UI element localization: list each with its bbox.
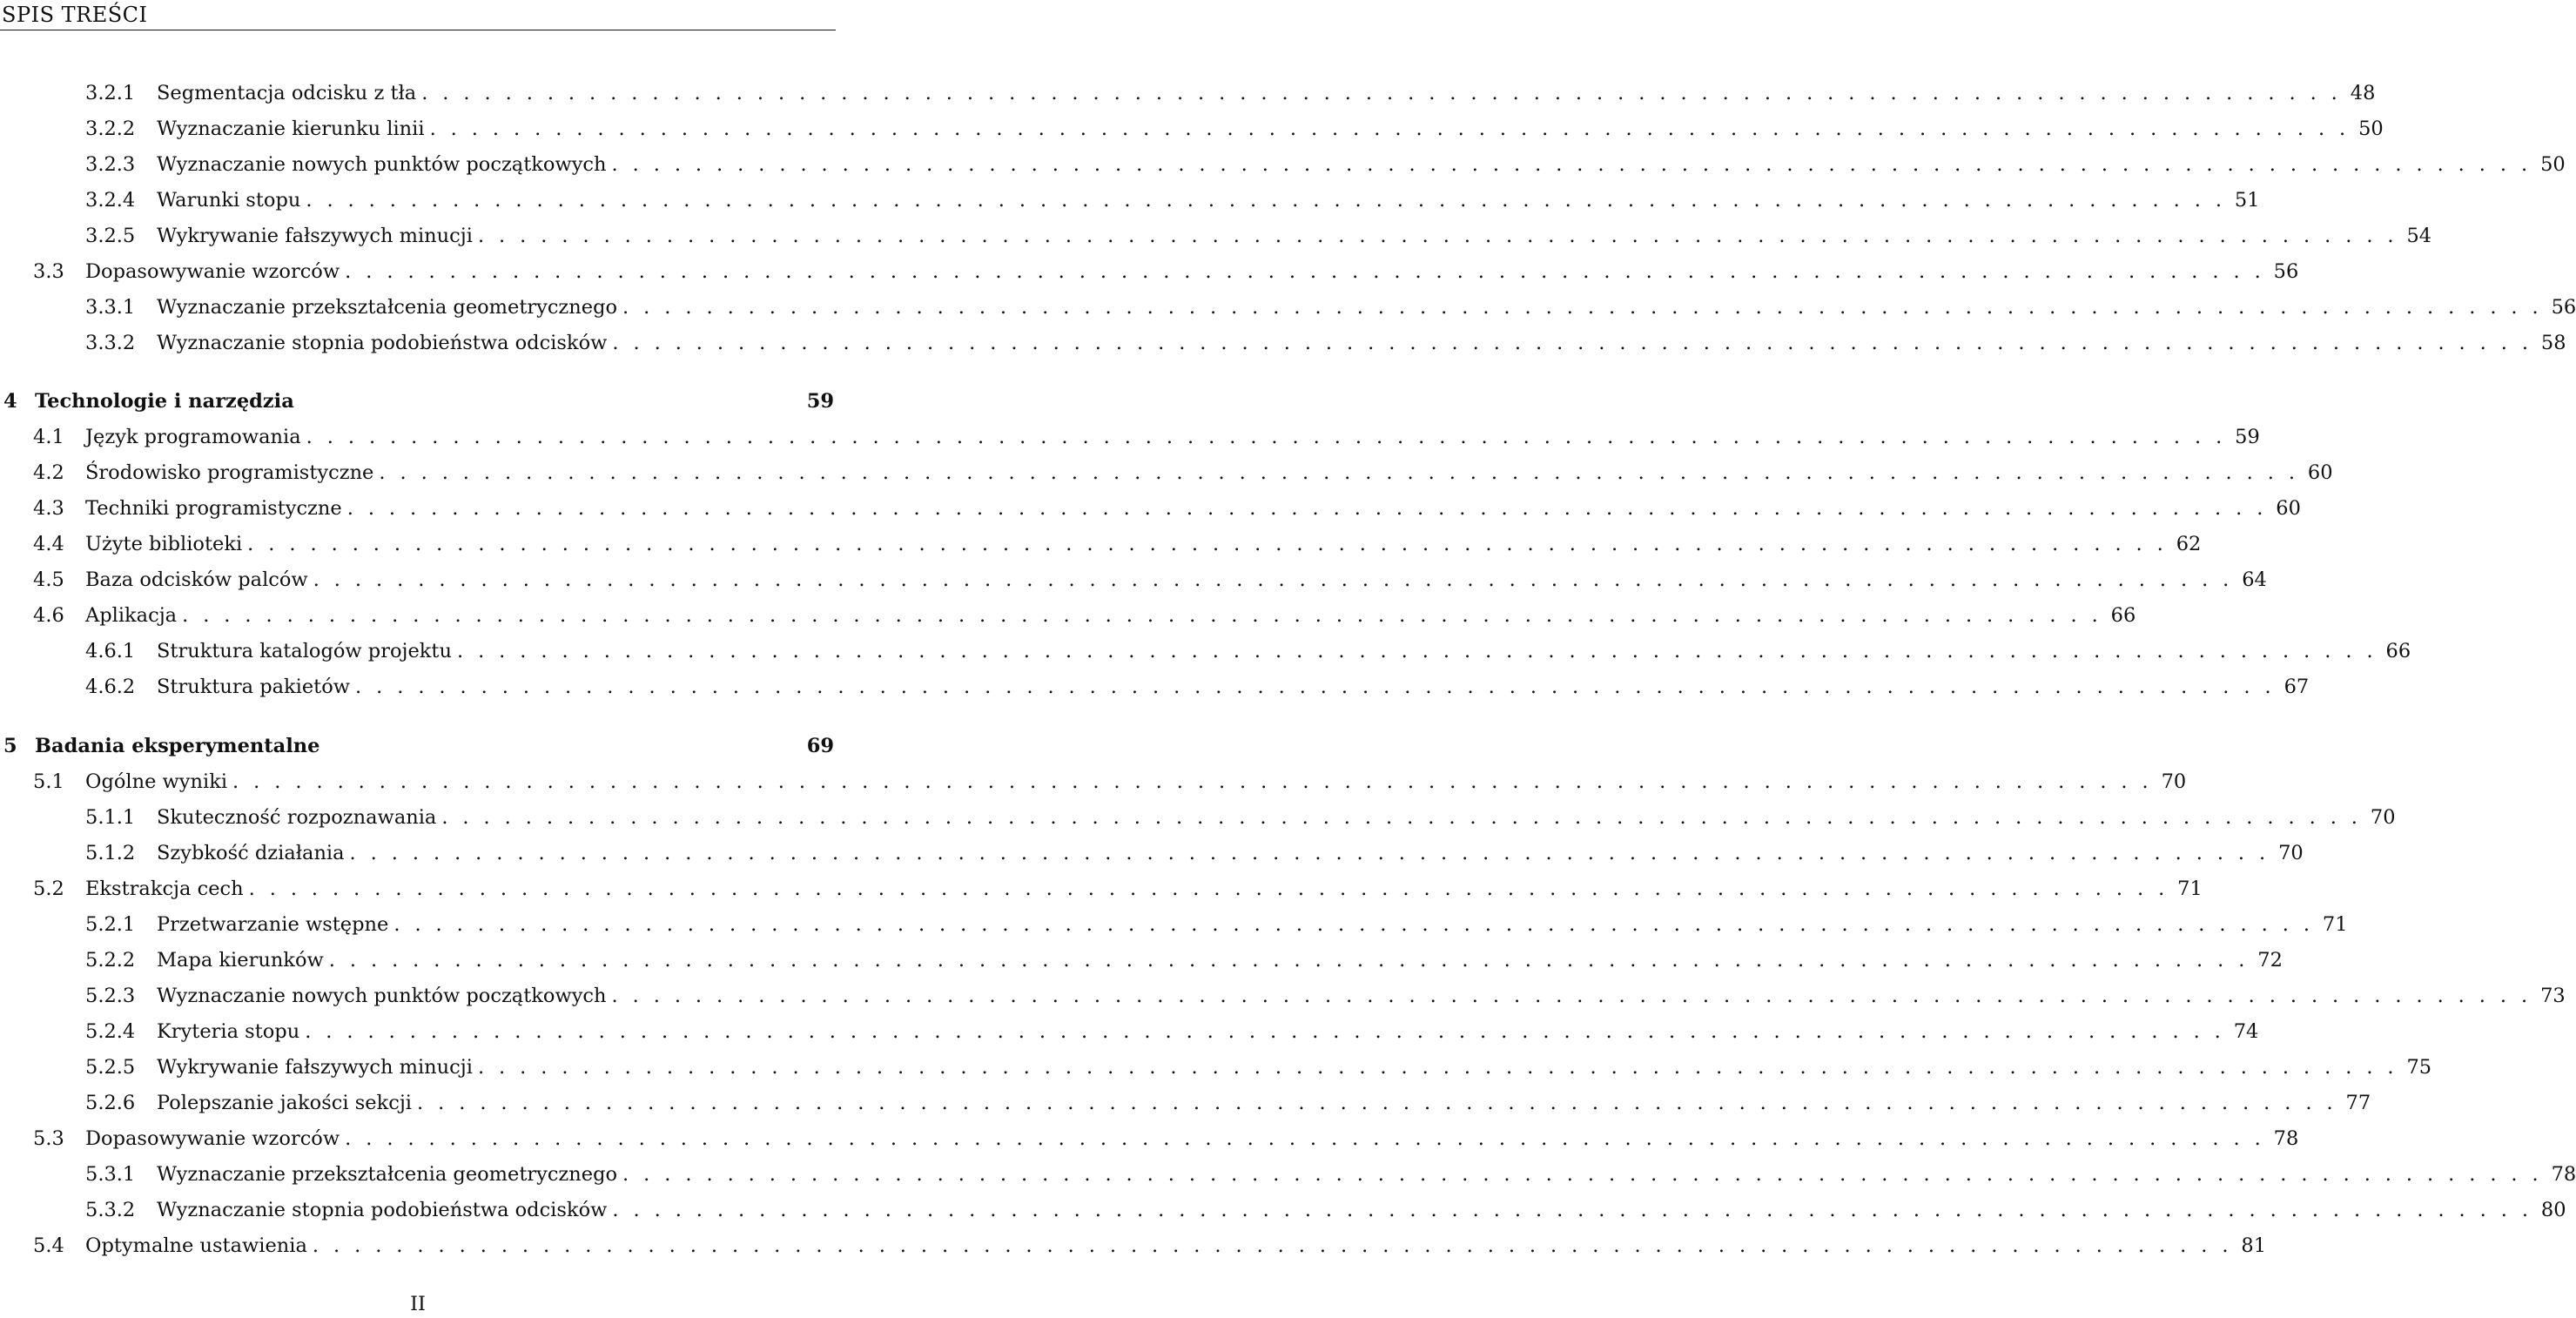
- toc-entry-title: Wyznaczanie przekształcenia geometrycznego: [157, 296, 618, 319]
- toc-entry-title: Optymalne ustawienia: [85, 1234, 307, 1257]
- toc-entry[interactable]: [33, 494, 2301, 522]
- toc-entry[interactable]: [85, 222, 2432, 250]
- toc-entry-page: 77: [2345, 1092, 2371, 1114]
- toc-entry-title: Kryteria stopu: [157, 1020, 300, 1043]
- toc-entry[interactable]: [85, 911, 2348, 938]
- toc-entry-page: 54: [2406, 225, 2432, 247]
- toc-entry-number: 4.6: [33, 604, 64, 627]
- toc-dot-leader: [607, 329, 2541, 357]
- toc-entry-page: 72: [2257, 949, 2283, 972]
- toc-entry[interactable]: [85, 1053, 2432, 1081]
- toc-entry[interactable]: [85, 1196, 2566, 1224]
- toc-entry-title: Mapa kierunków: [157, 949, 324, 972]
- toc-entry-number: 5.1.2: [85, 842, 136, 864]
- toc-entry-page: 51: [2234, 189, 2260, 212]
- page-number: II: [410, 1293, 426, 1315]
- toc-entry-title: Ogólne wyniki: [85, 770, 228, 793]
- toc-entry-title: Baza odcisków palców: [85, 568, 308, 591]
- toc-entry[interactable]: [33, 459, 2333, 487]
- toc-entry-page: 73: [2540, 985, 2566, 1007]
- toc-dot-leader: [299, 1018, 2234, 1046]
- toc-entry-number: 5.2.4: [85, 1020, 136, 1043]
- toc-dot-leader: [617, 293, 2552, 321]
- toc-dot-leader: [388, 911, 2323, 938]
- toc-entry-number: 5.1: [33, 770, 64, 793]
- toc-entry-title: Techniki programistyczne: [85, 497, 342, 520]
- toc-entry-title: Środowisko programistyczne: [85, 461, 374, 484]
- toc-entry-page: 80: [2540, 1199, 2566, 1221]
- toc-entry-title: Polepszanie jakości sekcji: [157, 1092, 412, 1114]
- toc-entry-number: 5.3.2: [85, 1199, 136, 1221]
- toc-entry-title: Struktura katalogów projektu: [157, 640, 452, 662]
- toc-entry-page: 74: [2233, 1020, 2259, 1043]
- toc-entry-number: 3.2.1: [85, 82, 136, 104]
- toc-dot-leader: [177, 602, 2111, 629]
- toc-entry-title: Użyte biblioteki: [85, 533, 243, 555]
- toc-entry-page: 75: [2406, 1056, 2432, 1079]
- toc-dot-leader: [607, 1196, 2541, 1224]
- toc-entry-page: 58: [2540, 332, 2566, 354]
- toc-entry-number: 5: [3, 735, 17, 757]
- toc-entry[interactable]: [85, 186, 2260, 214]
- toc-entry-title: Dopasowywanie wzorców: [85, 1127, 340, 1150]
- toc-dot-leader: [473, 1053, 2407, 1081]
- toc-entry[interactable]: [33, 423, 2260, 451]
- toc-dot-leader: [452, 637, 2386, 665]
- toc-entry-page: 78: [2551, 1163, 2576, 1186]
- toc-entry[interactable]: [85, 804, 2396, 831]
- toc-entry-number: 4.6.1: [85, 640, 136, 662]
- toc-entry[interactable]: [85, 946, 2283, 974]
- toc-dot-leader: [416, 79, 2351, 107]
- toc-entry-number: 5.2.2: [85, 949, 136, 972]
- toc-entry-number: 3.3.1: [85, 296, 136, 319]
- toc-entry[interactable]: [85, 673, 2310, 701]
- toc-entry-title: Struktura pakietów: [157, 676, 351, 698]
- toc-entry-title: Skuteczność rozpoznawania: [157, 806, 437, 829]
- toc-entry-title: Wyznaczanie kierunku linii: [157, 118, 425, 140]
- toc-entry-number: 5.2.3: [85, 985, 136, 1007]
- toc-entry-number: 3.3: [33, 260, 64, 283]
- toc-entry[interactable]: [33, 875, 2203, 903]
- toc-entry-title: Wyznaczanie nowych punktów początkowych: [157, 153, 607, 176]
- toc-entry[interactable]: [85, 79, 2376, 107]
- toc-entry-title: Dopasowywanie wzorców: [85, 260, 340, 283]
- toc-entry-title: Segmentacja odcisku z tła: [157, 82, 417, 104]
- toc-entry-page: 59: [2235, 426, 2260, 448]
- toc-entry-page: 69: [806, 735, 834, 757]
- toc-entry[interactable]: [33, 768, 2187, 796]
- toc-entry-number: 4: [3, 390, 17, 413]
- toc-dot-leader: [607, 151, 2541, 178]
- toc-dot-leader: [340, 258, 2274, 286]
- toc-entry-title: Technologie i narzędzia: [35, 390, 294, 413]
- toc-entry[interactable]: [85, 1160, 2576, 1188]
- toc-entry-page: 66: [2385, 640, 2411, 662]
- toc-entry[interactable]: [3, 387, 834, 415]
- toc-dot-leader: [350, 673, 2284, 701]
- toc-dot-leader: [425, 115, 2359, 143]
- toc-dot-leader: [373, 459, 2308, 487]
- toc-entry-number: 5.3.1: [85, 1163, 136, 1186]
- toc-entry-page: 48: [2350, 82, 2376, 104]
- toc-entry-page: 60: [2276, 497, 2301, 520]
- toc-entry-page: 70: [2161, 770, 2187, 793]
- toc-entry-number: 5.2: [33, 878, 64, 900]
- toc-entry-page: 70: [2278, 842, 2304, 864]
- toc-dot-leader: [412, 1089, 2346, 1117]
- toc-entry-page: 56: [2273, 260, 2299, 283]
- toc-entry-page: 62: [2176, 533, 2202, 555]
- toc-entry-title: Wyznaczanie stopnia podobieństwa odcisków: [157, 1199, 608, 1221]
- toc-entry[interactable]: [33, 602, 2136, 629]
- toc-entry[interactable]: [3, 732, 834, 760]
- toc-entry-number: 5.4: [33, 1234, 64, 1257]
- toc-entry[interactable]: [33, 1125, 2299, 1153]
- toc-entry-number: 3.3.2: [85, 332, 136, 354]
- toc-entry-title: Badania eksperymentalne: [35, 735, 320, 757]
- toc-entry-page: 50: [2358, 118, 2384, 140]
- toc-entry-number: 4.5: [33, 568, 64, 591]
- toc-entry-title: Ekstrakcja cech: [85, 878, 244, 900]
- toc-dot-leader: [473, 222, 2407, 250]
- toc-entry-number: 4.4: [33, 533, 64, 555]
- toc-entry-number: 3.2.3: [85, 153, 136, 176]
- toc-dot-leader: [607, 982, 2541, 1010]
- toc-entry-title: Przetwarzanie wstępne: [157, 913, 389, 936]
- toc-entry-page: 59: [806, 390, 834, 413]
- toc-entry-number: 3.2.4: [85, 189, 136, 212]
- toc-entry-title: Wykrywanie fałszywych minucji: [157, 1056, 473, 1079]
- toc-entry[interactable]: [85, 115, 2384, 143]
- toc-dot-leader: [436, 804, 2371, 831]
- toc-entry[interactable]: [85, 1089, 2371, 1117]
- toc-entry[interactable]: [85, 982, 2566, 1010]
- toc-entry-page: 56: [2551, 296, 2576, 319]
- toc-entry-page: 64: [2242, 568, 2267, 591]
- toc-entry[interactable]: [33, 530, 2202, 558]
- toc-entry[interactable]: [85, 151, 2566, 178]
- toc-entry-page: 81: [2241, 1234, 2267, 1257]
- toc-entry-page: 66: [2110, 604, 2136, 627]
- toc-entry-page: 78: [2273, 1127, 2299, 1150]
- toc-entry[interactable]: [85, 329, 2566, 357]
- toc-dot-leader: [301, 423, 2236, 451]
- toc-entry-number: 5.2.6: [85, 1092, 136, 1114]
- toc-entry-page: 70: [2370, 806, 2396, 829]
- toc-entry-title: Szybkość działania: [157, 842, 345, 864]
- toc-entry-title: Wyznaczanie nowych punktów początkowych: [157, 985, 607, 1007]
- toc-entry-number: 5.2.1: [85, 913, 136, 936]
- toc-entry-number: 5.3: [33, 1127, 64, 1150]
- toc-entry-number: 3.2.2: [85, 118, 136, 140]
- toc-entry-title: Wyznaczanie stopnia podobieństwa odcisków: [157, 332, 608, 354]
- toc-entry-title: Wyznaczanie przekształcenia geometrycznego: [157, 1163, 618, 1186]
- toc-entry-number: 4.1: [33, 426, 64, 448]
- toc-entry[interactable]: [85, 1018, 2259, 1046]
- toc-dot-leader: [244, 875, 2178, 903]
- toc-entry[interactable]: [33, 258, 2299, 286]
- toc-dot-leader: [307, 1232, 2242, 1260]
- toc-dot-leader: [342, 494, 2277, 522]
- toc-entry-number: 5.2.5: [85, 1056, 136, 1079]
- toc-entry[interactable]: [33, 566, 2267, 594]
- toc-entry[interactable]: [85, 637, 2411, 665]
- toc-dot-leader: [345, 839, 2279, 867]
- toc-entry-title: Język programowania: [85, 426, 301, 448]
- toc-dot-leader: [242, 530, 2176, 558]
- toc-entry-page: 60: [2307, 461, 2333, 484]
- toc-entry[interactable]: [85, 293, 2576, 321]
- toc-entry-number: 4.2: [33, 461, 64, 484]
- toc-dot-leader: [340, 1125, 2274, 1153]
- toc-dot-leader: [308, 566, 2243, 594]
- toc-entry-title: Wykrywanie fałszywych minucji: [157, 225, 473, 247]
- toc-entry-number: 5.1.1: [85, 806, 136, 829]
- toc-entry-page: 71: [2322, 913, 2348, 936]
- toc-entry-title: Warunki stopu: [157, 189, 301, 212]
- toc-entry-page: 67: [2283, 676, 2310, 698]
- toc-entry-number: 3.2.5: [85, 225, 136, 247]
- toc-dot-leader: [300, 186, 2235, 214]
- toc-entry-page: 71: [2177, 878, 2203, 900]
- toc-entry[interactable]: [85, 839, 2304, 867]
- toc-dot-leader: [617, 1160, 2552, 1188]
- toc-dot-leader: [324, 946, 2258, 974]
- toc-dot-leader: [227, 768, 2162, 796]
- toc-entry-title: Aplikacja: [85, 604, 178, 627]
- toc-entry[interactable]: [33, 1232, 2267, 1260]
- toc-entry-number: 4.6.2: [85, 676, 136, 698]
- toc-entry-number: 4.3: [33, 497, 64, 520]
- toc-entry-page: 50: [2540, 153, 2566, 176]
- running-header: SPIS TREŚCI: [2, 3, 148, 27]
